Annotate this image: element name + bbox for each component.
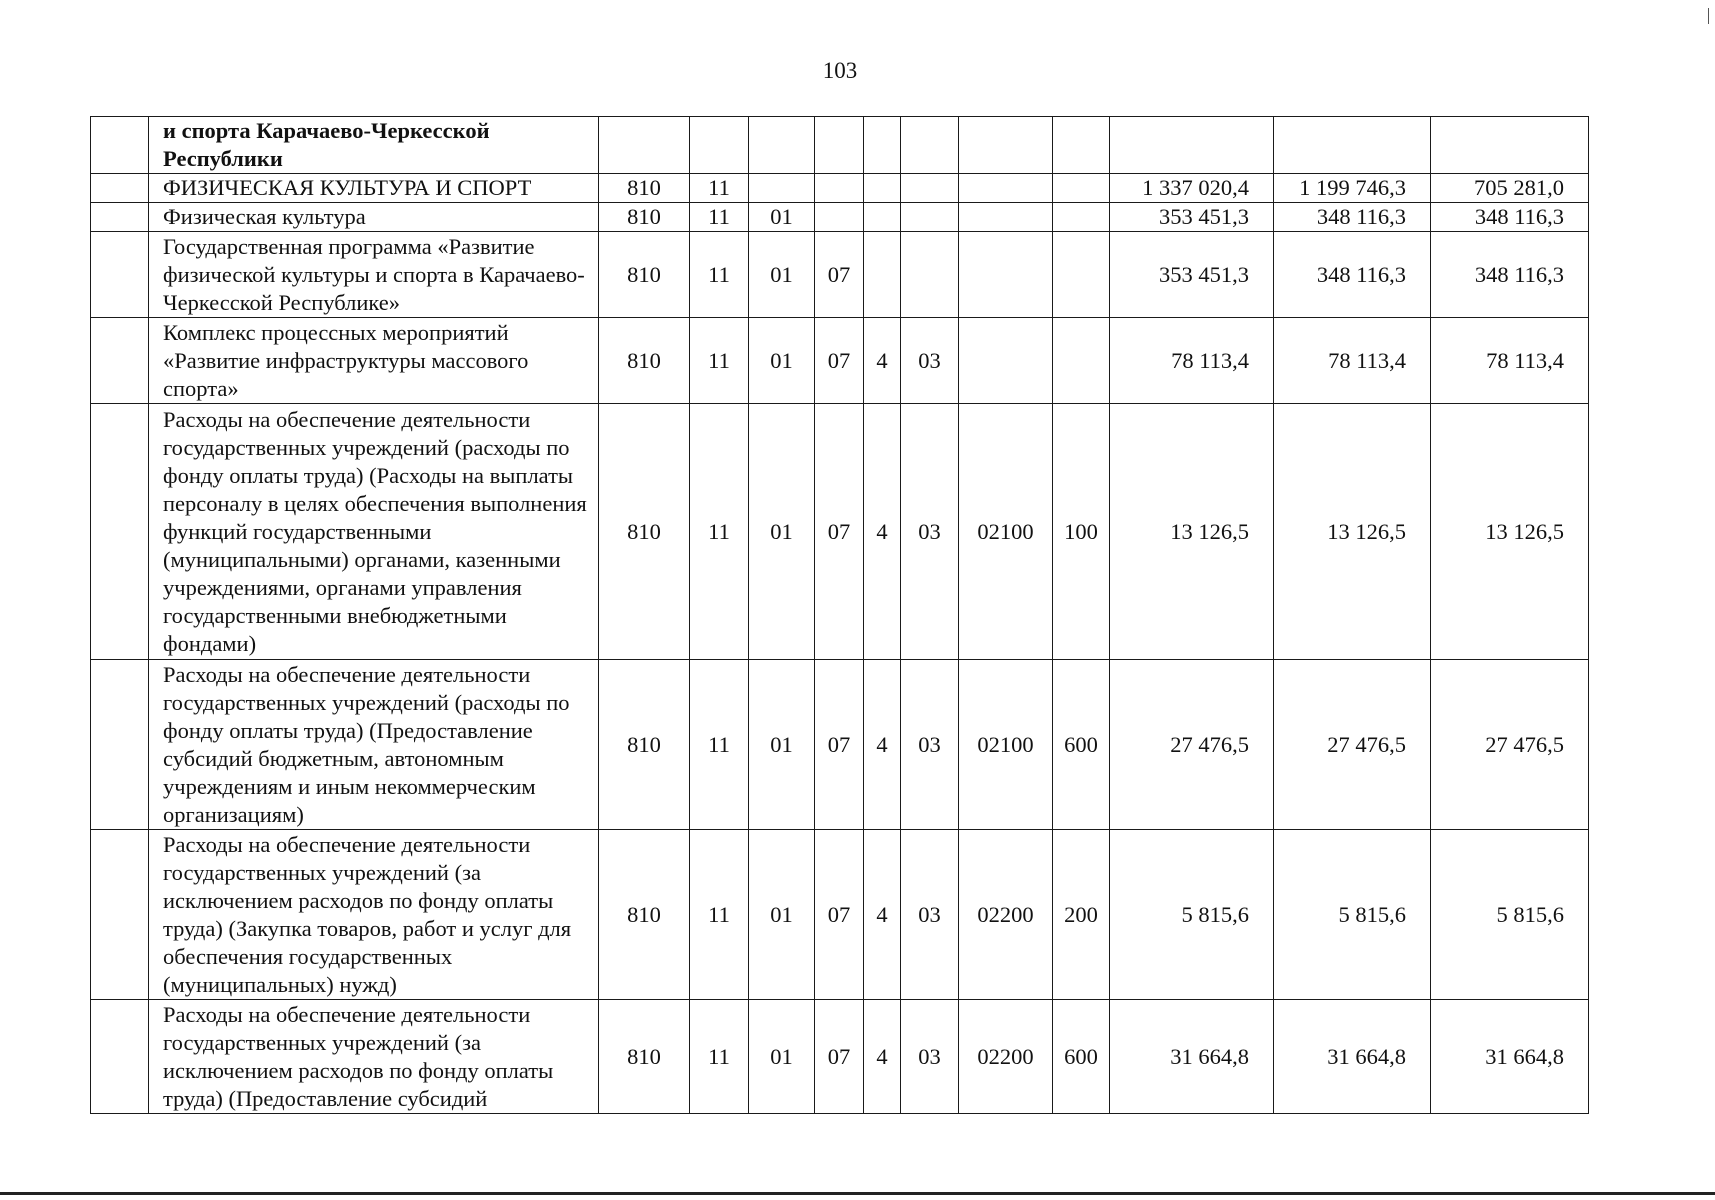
code-direction	[959, 203, 1053, 232]
amount-year-2: 1 199 746,3	[1274, 174, 1431, 203]
code-section: 11	[690, 1000, 749, 1114]
row-name: Расходы на обеспечение деятельности государственных учреждений (за исключением расходов по фонду оплаты труда) (Закупка товаров, работ и услуг для обеспечения государственных (муниципальных) нужд)	[149, 830, 599, 1000]
row-name: ФИЗИЧЕСКАЯ КУЛЬТУРА И СПОРТ	[149, 174, 599, 203]
row-number-cell	[91, 174, 149, 203]
code-complex: 03	[901, 660, 959, 830]
code-ministry: 810	[599, 404, 690, 660]
code-section: 11	[690, 174, 749, 203]
amount-year-2: 348 116,3	[1274, 203, 1431, 232]
code-direction: 02200	[959, 1000, 1053, 1114]
code-direction	[959, 232, 1053, 318]
amount-year-1: 5 815,6	[1110, 830, 1274, 1000]
row-name: Расходы на обеспечение деятельности государственных учреждений (расходы по фонду оплаты труда) (Предоставление субсидий бюджетным, автономным учреждениям и иным некоммерческим организациям)	[149, 660, 599, 830]
amount-year-2: 5 815,6	[1274, 830, 1431, 1000]
code-complex: 03	[901, 1000, 959, 1114]
code-subsection	[749, 117, 815, 174]
code-program	[815, 203, 864, 232]
amount-year-2: 27 476,5	[1274, 660, 1431, 830]
amount-year-3: 27 476,5	[1431, 660, 1589, 830]
amount-year-2: 31 664,8	[1274, 1000, 1431, 1114]
amount-year-3	[1431, 117, 1589, 174]
amount-year-3: 705 281,0	[1431, 174, 1589, 203]
code-expense-type: 200	[1053, 830, 1110, 1000]
code-expense-type: 600	[1053, 660, 1110, 830]
row-name: Комплекс процессных мероприятий «Развитие инфраструктуры массового спорта»	[149, 318, 599, 404]
amount-year-1	[1110, 117, 1274, 174]
code-subsection: 01	[749, 404, 815, 660]
amount-year-1: 31 664,8	[1110, 1000, 1274, 1114]
code-ministry: 810	[599, 1000, 690, 1114]
table-row	[91, 203, 1589, 232]
row-number-cell	[91, 117, 149, 174]
code-ministry: 810	[599, 174, 690, 203]
row-name: Физическая культура	[149, 203, 599, 232]
code-direction: 02100	[959, 660, 1053, 830]
code-expense-type: 600	[1053, 1000, 1110, 1114]
row-name: Расходы на обеспечение деятельности государственных учреждений (расходы по фонду оплаты труда) (Расходы на выплаты персоналу в целях обеспечения выполнения функций государственными (муниципальными) органами, казенными учреждениями, органами управления государственными внебюджетными фондами)	[149, 404, 599, 660]
amount-year-1: 13 126,5	[1110, 404, 1274, 660]
code-complex	[901, 232, 959, 318]
code-program	[815, 117, 864, 174]
code-complex	[901, 117, 959, 174]
code-type	[864, 203, 901, 232]
code-direction	[959, 174, 1053, 203]
row-number-cell	[91, 203, 149, 232]
code-direction: 02200	[959, 830, 1053, 1000]
code-direction	[959, 318, 1053, 404]
amount-year-1: 353 451,3	[1110, 203, 1274, 232]
row-number-cell	[91, 660, 149, 830]
row-number-cell	[91, 830, 149, 1000]
code-ministry: 810	[599, 203, 690, 232]
amount-year-3: 31 664,8	[1431, 1000, 1589, 1114]
code-ministry: 810	[599, 318, 690, 404]
code-subsection: 01	[749, 1000, 815, 1114]
code-ministry: 810	[599, 232, 690, 318]
page-number: 103	[822, 58, 858, 83]
edge-mark	[1708, 8, 1709, 24]
amount-year-3: 13 126,5	[1431, 404, 1589, 660]
code-expense-type	[1053, 232, 1110, 318]
amount-year-3: 78 113,4	[1431, 318, 1589, 404]
code-section	[690, 117, 749, 174]
code-program: 07	[815, 1000, 864, 1114]
table-row	[91, 232, 1589, 318]
code-section: 11	[690, 830, 749, 1000]
amount-year-2: 348 116,3	[1274, 232, 1431, 318]
code-program: 07	[815, 404, 864, 660]
code-ministry	[599, 117, 690, 174]
code-type	[864, 174, 901, 203]
code-program: 07	[815, 232, 864, 318]
code-program: 07	[815, 318, 864, 404]
row-number-cell	[91, 318, 149, 404]
table-row	[91, 117, 1589, 174]
code-expense-type	[1053, 117, 1110, 174]
code-type: 4	[864, 404, 901, 660]
code-subsection: 01	[749, 660, 815, 830]
code-ministry: 810	[599, 660, 690, 830]
code-section: 11	[690, 232, 749, 318]
code-program: 07	[815, 830, 864, 1000]
bottom-rule	[0, 1192, 1715, 1195]
code-complex	[901, 174, 959, 203]
code-complex	[901, 203, 959, 232]
table-row	[91, 1000, 1589, 1114]
code-complex: 03	[901, 830, 959, 1000]
code-expense-type	[1053, 318, 1110, 404]
code-type: 4	[864, 830, 901, 1000]
code-type: 4	[864, 318, 901, 404]
code-type: 4	[864, 1000, 901, 1114]
code-section: 11	[690, 660, 749, 830]
code-subsection: 01	[749, 830, 815, 1000]
row-name: Расходы на обеспечение деятельности государственных учреждений (за исключением расходов по фонду оплаты труда) (Предоставление субсидий	[149, 1000, 599, 1114]
code-expense-type	[1053, 203, 1110, 232]
code-ministry: 810	[599, 830, 690, 1000]
amount-year-1: 353 451,3	[1110, 232, 1274, 318]
amount-year-1: 78 113,4	[1110, 318, 1274, 404]
code-complex: 03	[901, 318, 959, 404]
code-subsection	[749, 174, 815, 203]
code-program: 07	[815, 660, 864, 830]
amount-year-1: 27 476,5	[1110, 660, 1274, 830]
amount-year-2: 13 126,5	[1274, 404, 1431, 660]
table-row	[91, 174, 1589, 203]
row-number-cell	[91, 232, 149, 318]
amount-year-2	[1274, 117, 1431, 174]
code-program	[815, 174, 864, 203]
row-name: и спорта Карачаево-Черкесской Республики	[149, 117, 599, 174]
amount-year-3: 5 815,6	[1431, 830, 1589, 1000]
code-section: 11	[690, 203, 749, 232]
code-subsection: 01	[749, 318, 815, 404]
code-complex: 03	[901, 404, 959, 660]
code-type	[864, 117, 901, 174]
code-type: 4	[864, 660, 901, 830]
row-number-cell	[91, 404, 149, 660]
row-name: Государственная программа «Развитие физической культуры и спорта в Карачаево-Черкесской Республике»	[149, 232, 599, 318]
amount-year-3: 348 116,3	[1431, 203, 1589, 232]
row-number-cell	[91, 1000, 149, 1114]
code-section: 11	[690, 404, 749, 660]
amount-year-2: 78 113,4	[1274, 318, 1431, 404]
code-type	[864, 232, 901, 318]
amount-year-1: 1 337 020,4	[1110, 174, 1274, 203]
code-subsection: 01	[749, 232, 815, 318]
table-body	[91, 117, 1589, 1114]
code-subsection: 01	[749, 203, 815, 232]
code-expense-type: 100	[1053, 404, 1110, 660]
code-expense-type	[1053, 174, 1110, 203]
table-row	[91, 660, 1589, 830]
table-row	[91, 404, 1589, 660]
code-section: 11	[690, 318, 749, 404]
code-direction	[959, 117, 1053, 174]
budget-table	[90, 116, 1589, 1114]
code-direction: 02100	[959, 404, 1053, 660]
amount-year-3: 348 116,3	[1431, 232, 1589, 318]
table-row	[91, 830, 1589, 1000]
table-row	[91, 318, 1589, 404]
